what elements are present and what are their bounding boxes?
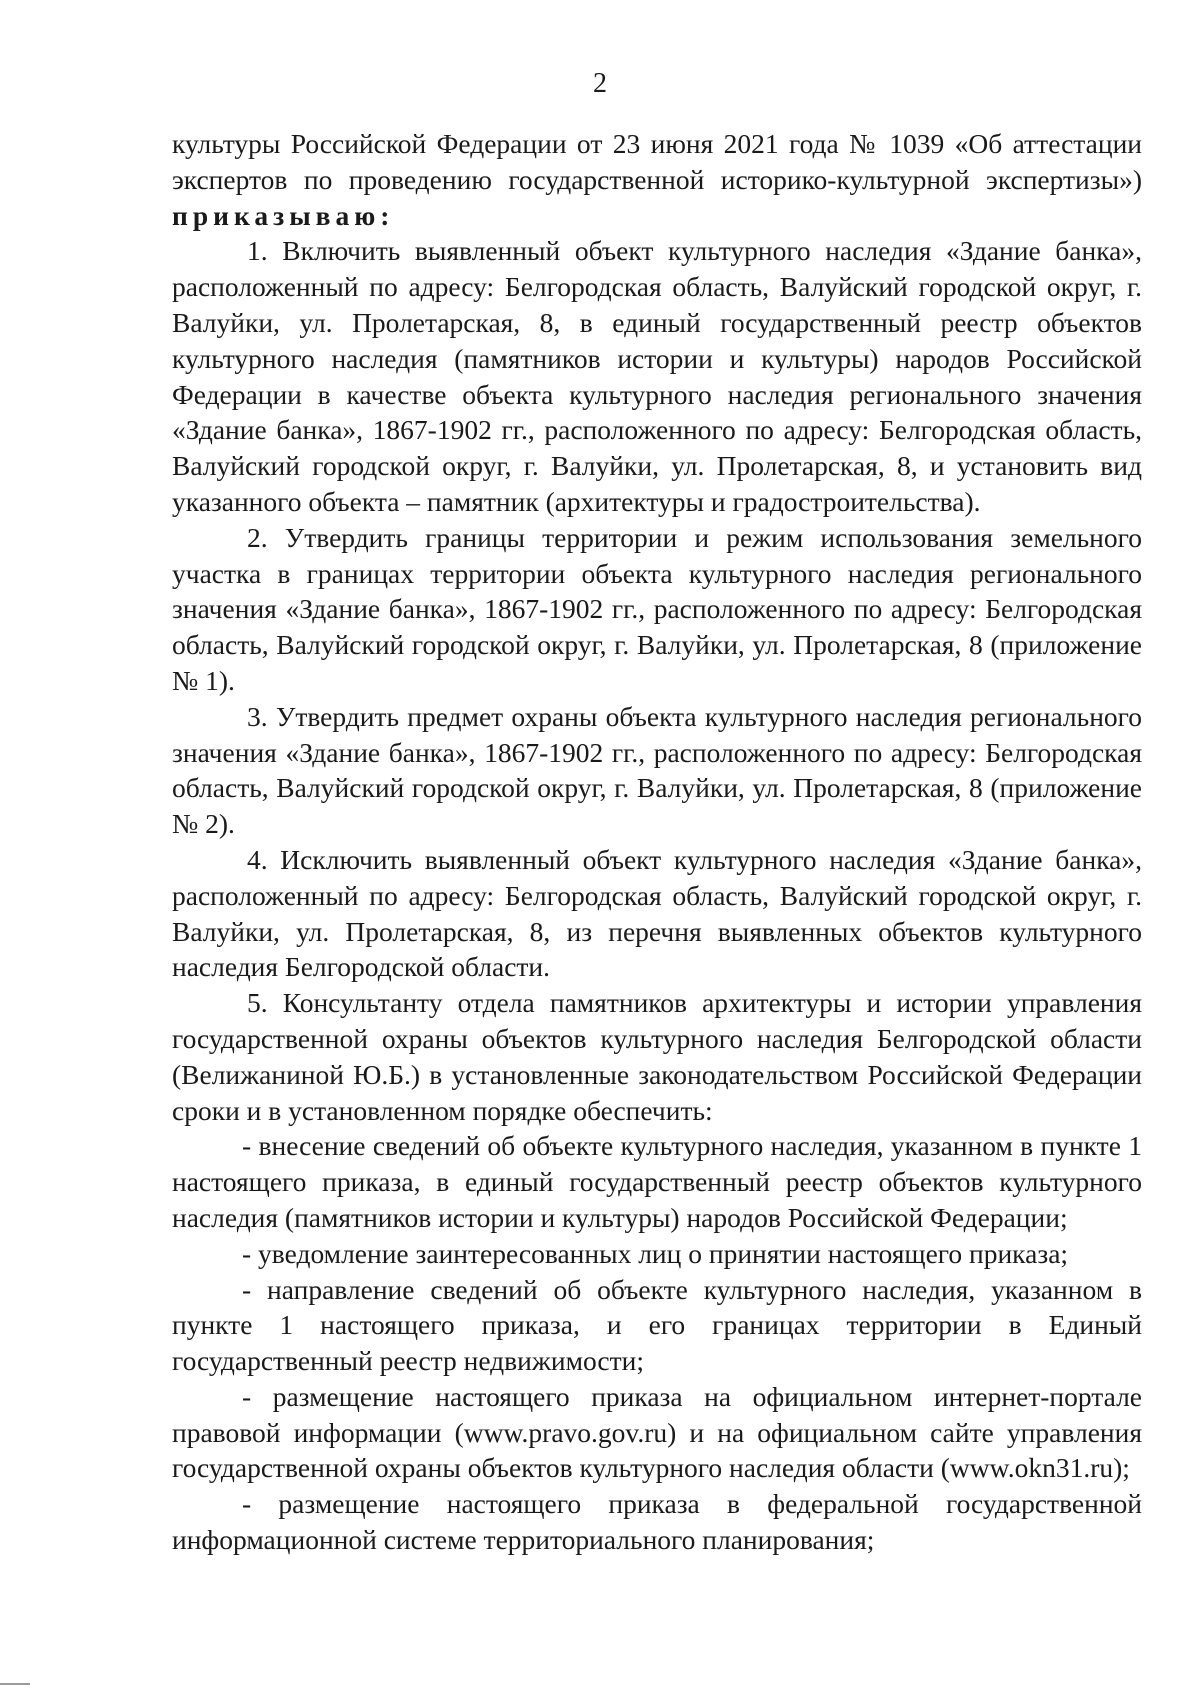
bullet-item-registry: - внесение сведений об объекте культурного наследия, указанном в пункте 1 настоящего приказа, в единый государственный реестр объектов культурного наследия (памятников истории и культуры) народов Российской Федерации; [172, 1130, 1142, 1233]
page-number: 2 [593, 68, 607, 99]
item-3-paragraph: 3. Утвердить предмет охраны объекта культурного наследия регионального значения «Здание банка», 1867-1902 гг., расположенного по адресу: Белгородская область, Валуйский городской округ, г. Валуйки, ул. Пролетарская, 8 (приложение № 2). [172, 700, 1142, 840]
bullet-item-notification: - уведомление заинтересованных лиц о принятии настоящего приказа; [242, 1237, 1069, 1269]
bullet-item-real-estate-registry: - направление сведений об объекте культурного наследия, указанном в пункте 1 настоящего приказа, и его границах территории в Единый государственный реестр недвижимости; [172, 1273, 1142, 1377]
bullet-item-planning-system: - размещение настоящего приказа в федеральной государственной информационной системе территориального планирования; [172, 1488, 1142, 1556]
item-1-paragraph: 1. Включить выявленный объект культурного наследия «Здание банка», расположенный по адресу: Белгородская область, Валуйский городской округ, г. Валуйки, ул. Пролетарская, 8, в единый государственный реестр объектов культурного наследия (памятников истории и культуры) народов Российской Федерации в качестве объекта культурного наследия регионального значения «Здание банка», 1867-1902 гг., расположенного по адресу: Белгородская область, Валуйский городской округ, г. Валуйки, ул. Пролетарская, 8, и установить вид указанного объекта – памятник (архитектуры и градостроительства). [172, 235, 1142, 517]
item-2-paragraph: 2. Утвердить границы территории и режим использования земельного участка в границах территории объекта культурного наследия регионального значения «Здание банка», 1867-1902 гг., расположенного по адресу: Белгородская область, Валуйский городской округ, г. Валуйки, ул. Пролетарская, 8 (приложение № 1). [172, 521, 1142, 696]
scan-edge-mark [0, 1683, 30, 1685]
item-5-paragraph: 5. Консультанту отдела памятников архитектуры и истории управления государственной охраны объектов культурного наследия Белгородской области (Велижаниной Ю.Б.) в установленные законодательством Российской Федерации сроки и в установленном порядке обеспечить: [172, 987, 1142, 1126]
order-command: приказываю: [172, 199, 395, 231]
intro-text: культуры Российской Федерации от 23 июня 2021 года № 1039 «Об аттестации экспертов по проведению государственной историко-культурной экспертизы») [172, 128, 1142, 195]
intro-paragraph [172, 126, 1142, 233]
document-body [172, 126, 1142, 1558]
item-4-paragraph: 4. Исключить выявленный объект культурного наследия «Здание банка», расположенный по адресу: Белгородская область, Валуйский городской округ, г. Валуйки, ул. Пролетарская, 8, из перечня выявленных объектов культурного наследия Белгородской области. [172, 843, 1142, 983]
bullet-item-publication-portal: - размещение настоящего приказа на официальном интернет-портале правовой информации (www.pravo.gov.ru) и на официальном сайте управления государственной охраны объектов культурного наследия области (www.okn31.ru); [172, 1380, 1142, 1484]
